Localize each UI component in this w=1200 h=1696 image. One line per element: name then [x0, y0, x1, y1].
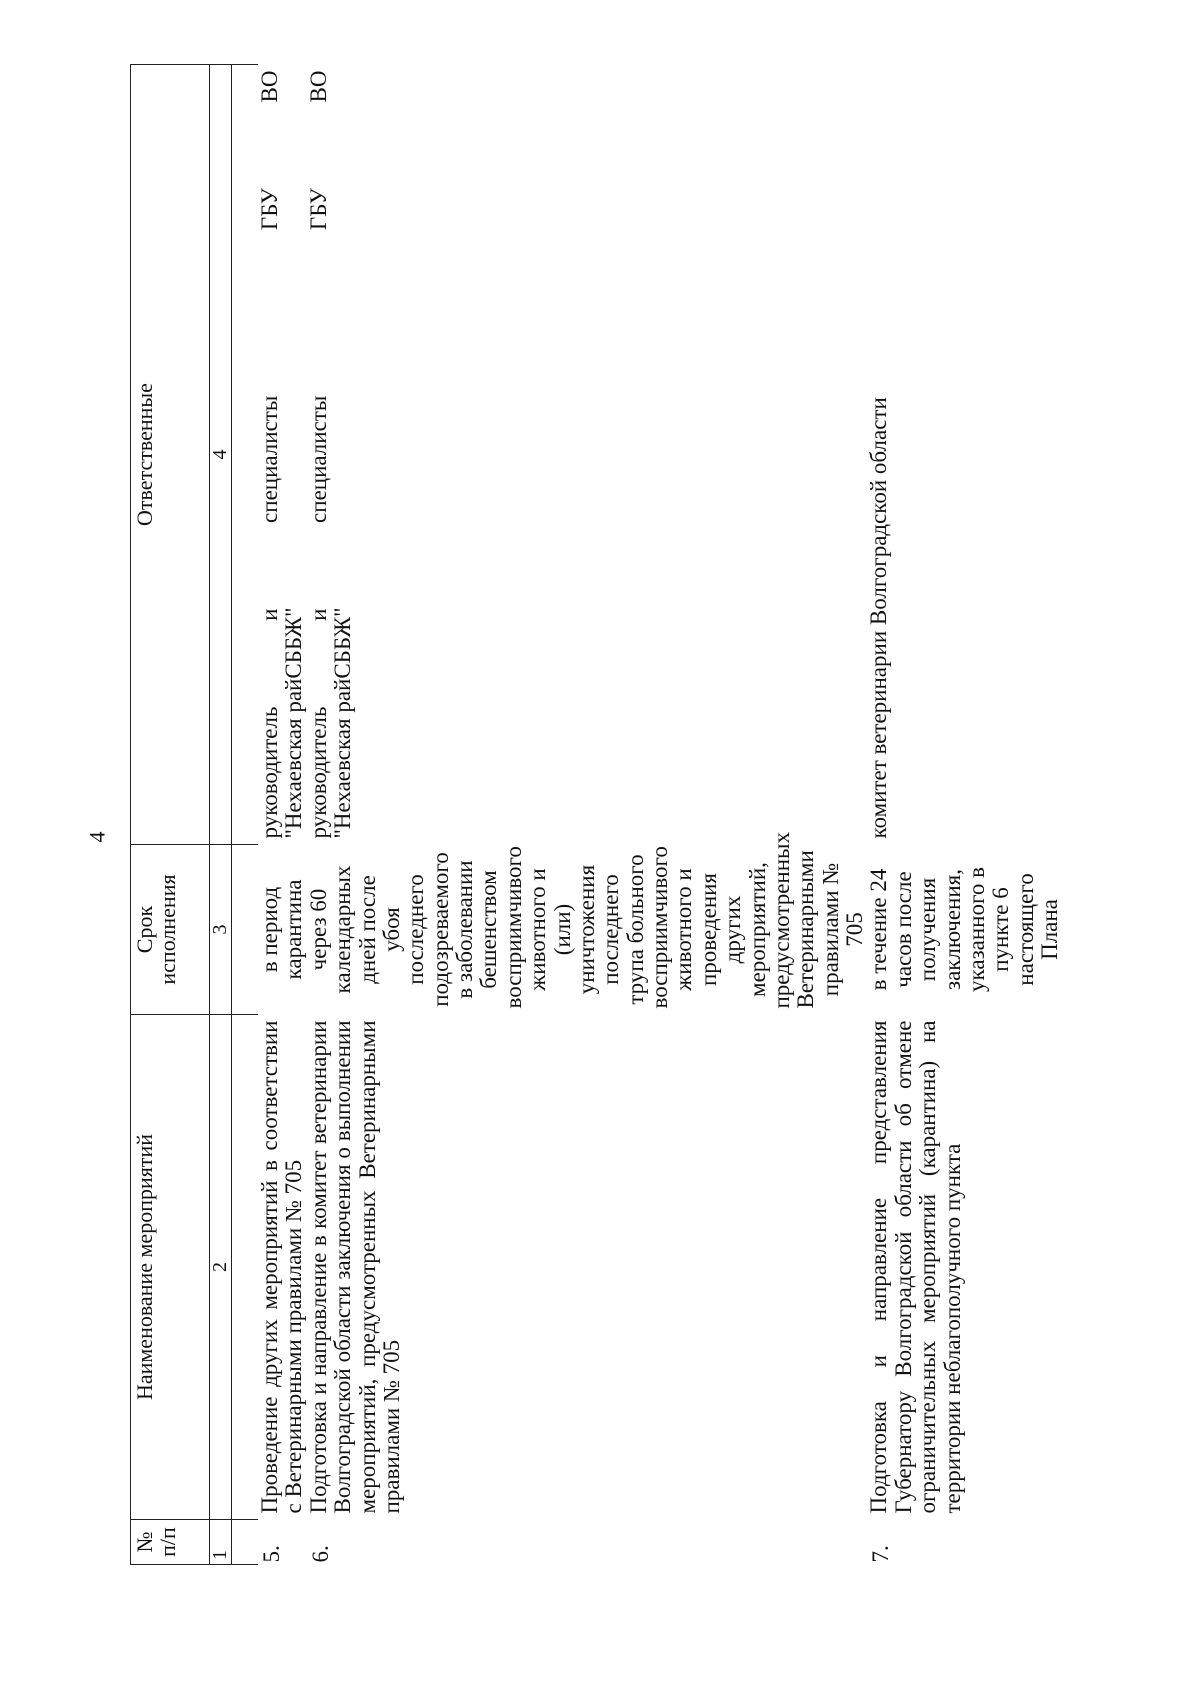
landscape-sheet [130, 65, 1062, 1565]
measure-term: через 60 календарных дней после убоя последнего подозреваемого в заболевании бешенством восприимчивого животного и (или) уничтожения последнего трупа больного восприимчивого животного и проведения других мероприятий, предусмотренных Ветеринарными правилами № 705 [305, 832, 867, 1009]
responsible-word: и [305, 608, 331, 621]
header-responsible: Ответственные [131, 65, 210, 845]
measure-responsible [307, 65, 868, 845]
responsible-line-2: "Нехаевская райСББЖ" [330, 607, 356, 839]
column-number-row [210, 65, 232, 1565]
header-no: № п/п [131, 1520, 210, 1565]
responsible-word: ВО [257, 70, 282, 103]
plan-table [130, 64, 1062, 1565]
measure-name: Подготовка и направление в комитет ветеринарии Волгоградской области заключения о выполнении мероприятий, предусмотренных Ветеринарными правилами № 705 [305, 1020, 404, 1514]
responsible-word: ГБУ [305, 188, 331, 231]
responsible-line-1 [307, 71, 331, 839]
measure-name: Подготовка и направление представления Губернатору Волгоградской области об отмене ограничительных мероприятий (карантина) на территории неблагополучного пункта [866, 1020, 965, 1514]
header-name: Наименование мероприятий [131, 1015, 210, 1520]
measure-term: в течение 24 часов после получения заключения, указанного в пункте 6 настоящего Плана [866, 867, 1062, 992]
measure-term: в период карантина [257, 879, 307, 980]
responsible-line-2: "Нехаевская райСББЖ" [281, 607, 307, 839]
responsible-line-1 [258, 71, 282, 839]
page-number: 4 [84, 831, 110, 843]
row-number: 6. [307, 1545, 333, 1563]
column-number-3: 3 [210, 845, 232, 1015]
responsible-word: руководитель [257, 706, 282, 839]
row-number: 5. [259, 1545, 284, 1563]
responsible-word: руководитель [305, 706, 331, 839]
column-number-1: 1 [210, 1520, 232, 1565]
header-term: Срок исполнения [131, 845, 210, 1015]
table-row [867, 65, 1062, 1565]
table-row [307, 65, 868, 1565]
responsible-word: и [257, 608, 282, 621]
row-number: 7. [868, 1545, 894, 1563]
column-number-4: 4 [210, 65, 232, 845]
responsible-word: ВО [305, 70, 331, 103]
responsible-word: специалисты [257, 395, 282, 523]
measure-name: Проведение других мероприятий в соответствии с Ветеринарными правилами № 705 [257, 1020, 307, 1514]
column-number-2: 2 [210, 1015, 232, 1520]
header-gap-row [232, 65, 259, 1565]
measure-responsible: комитет ветеринарии Волгоградской области [866, 397, 892, 839]
responsible-word: ГБУ [257, 188, 282, 231]
measure-responsible [258, 65, 307, 845]
responsible-word: специалисты [305, 395, 331, 523]
table-row [258, 65, 307, 1565]
table-header-row [131, 65, 210, 1565]
